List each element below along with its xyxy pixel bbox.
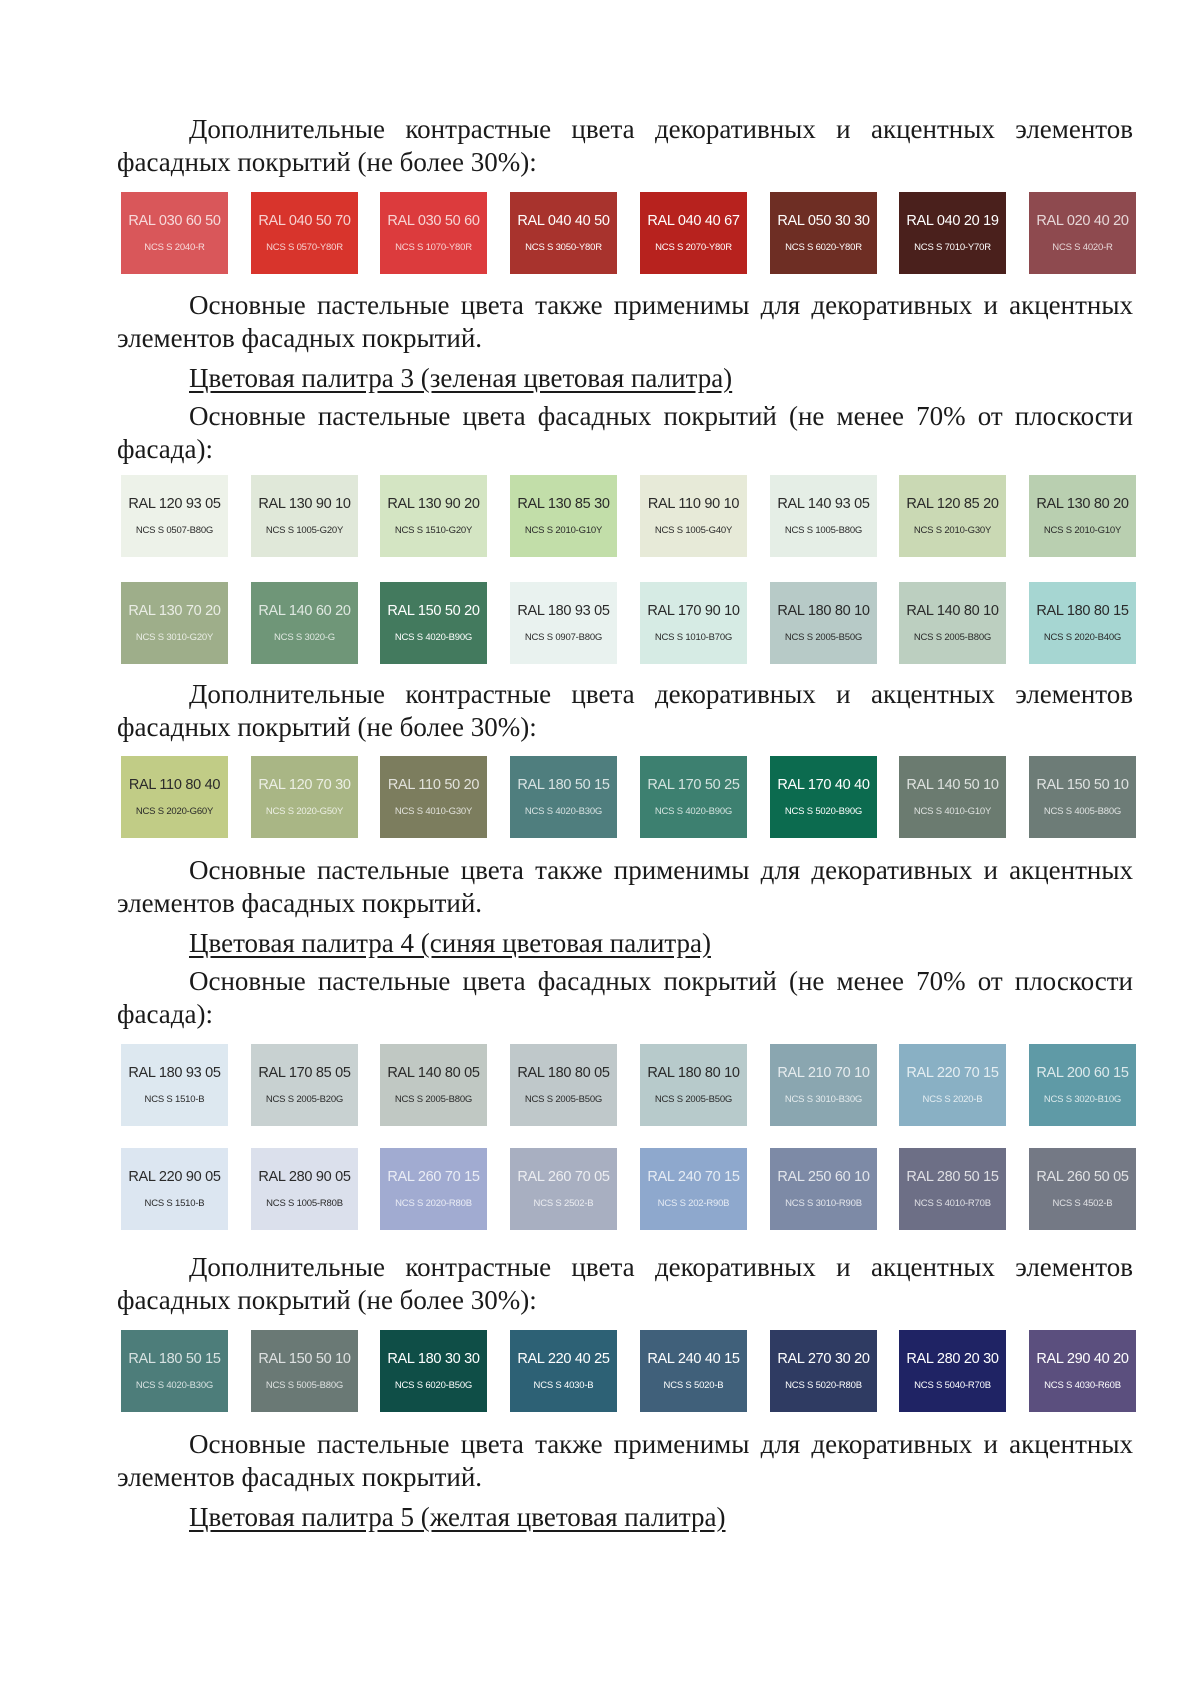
ral-code: RAL 180 93 05 bbox=[128, 1065, 221, 1081]
color-swatch bbox=[510, 1148, 617, 1230]
palette-heading: Цветовая палитра 3 (зеленая цветовая палитра) bbox=[189, 363, 733, 393]
ral-code: RAL 040 40 50 bbox=[517, 213, 610, 229]
ncs-code: NCS S 2502-B bbox=[533, 1198, 594, 1209]
ral-code: RAL 170 85 05 bbox=[258, 1065, 351, 1081]
swatch-row bbox=[121, 475, 1136, 557]
ral-code: RAL 120 70 30 bbox=[258, 777, 351, 793]
ncs-code: NCS S 3020-B10G bbox=[1043, 1094, 1122, 1105]
ral-code: RAL 280 50 15 bbox=[906, 1169, 999, 1185]
ral-code: RAL 170 50 25 bbox=[647, 777, 740, 793]
ral-code: RAL 260 70 05 bbox=[517, 1169, 610, 1185]
ncs-code: NCS S 2005-B80G bbox=[913, 632, 992, 643]
ncs-code: NCS S 1005-R80B bbox=[266, 1198, 343, 1209]
color-swatch bbox=[380, 582, 487, 664]
color-swatch bbox=[251, 192, 358, 274]
ral-code: RAL 140 60 20 bbox=[258, 603, 351, 619]
color-swatch bbox=[380, 475, 487, 557]
color-swatch bbox=[1029, 1044, 1136, 1126]
color-swatch bbox=[121, 756, 228, 838]
ncs-code: NCS S 1510-B bbox=[144, 1198, 205, 1209]
color-swatch bbox=[1029, 475, 1136, 557]
ncs-code: NCS S 0570-Y80R bbox=[266, 242, 343, 253]
color-swatch bbox=[510, 1044, 617, 1126]
color-swatch bbox=[121, 1148, 228, 1230]
ral-code: RAL 150 50 20 bbox=[387, 603, 480, 619]
color-swatch bbox=[770, 1330, 877, 1412]
color-swatch bbox=[380, 1330, 487, 1412]
ral-code: RAL 220 40 25 bbox=[517, 1351, 610, 1367]
ncs-code: NCS S 4010-G10Y bbox=[913, 806, 992, 817]
color-swatch bbox=[770, 1044, 877, 1126]
ral-code: RAL 040 40 67 bbox=[647, 213, 740, 229]
paragraph bbox=[117, 400, 1133, 466]
ncs-code: NCS S 4020-B30G bbox=[135, 1380, 214, 1391]
ral-code: RAL 020 40 20 bbox=[1036, 213, 1129, 229]
paragraph-text: Дополнительные контрастные цвета декоративных и акцентных элементов фасадных покрытий (не более 30%): bbox=[117, 1252, 1133, 1315]
ncs-code: NCS S 6020-Y80R bbox=[785, 242, 862, 253]
paragraph bbox=[117, 965, 1133, 1031]
ral-code: RAL 140 80 05 bbox=[387, 1065, 480, 1081]
ral-code: RAL 180 50 15 bbox=[128, 1351, 221, 1367]
paragraph-text: Основные пастельные цвета также применимы для декоративных и акцентных элементов фасадных покрытий. bbox=[117, 855, 1133, 918]
ncs-code: NCS S 5040-R70B bbox=[914, 1380, 991, 1391]
ncs-code: NCS S 2010-G10Y bbox=[1043, 525, 1122, 536]
color-swatch bbox=[380, 192, 487, 274]
color-swatch bbox=[899, 582, 1006, 664]
ral-code: RAL 130 90 20 bbox=[387, 496, 480, 512]
ncs-code: NCS S 2005-B50G bbox=[654, 1094, 733, 1105]
ncs-code: NCS S 4020-B90G bbox=[654, 806, 733, 817]
ral-code: RAL 220 70 15 bbox=[906, 1065, 999, 1081]
color-swatch bbox=[770, 1148, 877, 1230]
ral-code: RAL 260 50 05 bbox=[1036, 1169, 1129, 1185]
color-swatch bbox=[380, 1044, 487, 1126]
color-swatch bbox=[1029, 1330, 1136, 1412]
color-swatch bbox=[640, 756, 747, 838]
ncs-code: NCS S 2005-B20G bbox=[265, 1094, 344, 1105]
ncs-code: NCS S 1005-G20Y bbox=[265, 525, 344, 536]
swatch-row bbox=[121, 192, 1136, 274]
color-swatch bbox=[510, 582, 617, 664]
swatch-row bbox=[121, 756, 1136, 838]
color-swatch bbox=[510, 756, 617, 838]
ncs-code: NCS S 1005-G40Y bbox=[654, 525, 733, 536]
ral-code: RAL 120 93 05 bbox=[128, 496, 221, 512]
color-swatch bbox=[899, 1148, 1006, 1230]
paragraph bbox=[117, 113, 1133, 179]
color-swatch bbox=[510, 1330, 617, 1412]
color-swatch bbox=[251, 1330, 358, 1412]
ncs-code: NCS S 2020-B40G bbox=[1043, 632, 1122, 643]
ral-code: RAL 030 50 60 bbox=[387, 213, 480, 229]
color-swatch bbox=[1029, 582, 1136, 664]
ncs-code: NCS S 202-R90B bbox=[657, 1198, 730, 1209]
paragraph-text: Основные пастельные цвета также применимы для декоративных и акцентных элементов фасадных покрытий. bbox=[117, 290, 1133, 353]
ncs-code: NCS S 1005-B80G bbox=[784, 525, 863, 536]
ncs-code: NCS S 5020-B90G bbox=[784, 806, 863, 817]
swatch-row bbox=[121, 1148, 1136, 1230]
ral-code: RAL 040 20 19 bbox=[906, 213, 999, 229]
ncs-code: NCS S 0907-B80G bbox=[524, 632, 603, 643]
ral-code: RAL 110 90 10 bbox=[647, 496, 740, 512]
ral-code: RAL 240 70 15 bbox=[647, 1169, 740, 1185]
color-swatch bbox=[770, 475, 877, 557]
ncs-code: NCS S 6020-B50G bbox=[394, 1380, 473, 1391]
color-swatch bbox=[380, 756, 487, 838]
ral-code: RAL 280 90 05 bbox=[258, 1169, 351, 1185]
ral-code: RAL 110 80 40 bbox=[128, 777, 221, 793]
ral-code: RAL 120 85 20 bbox=[906, 496, 999, 512]
ral-code: RAL 140 93 05 bbox=[777, 496, 870, 512]
ncs-code: NCS S 3010-G20Y bbox=[135, 632, 214, 643]
ral-code: RAL 180 93 05 bbox=[517, 603, 610, 619]
ral-code: RAL 180 80 10 bbox=[647, 1065, 740, 1081]
paragraph bbox=[117, 289, 1133, 355]
color-swatch bbox=[640, 582, 747, 664]
color-swatch bbox=[770, 192, 877, 274]
ncs-code: NCS S 3010-B30G bbox=[784, 1094, 863, 1105]
ncs-code: NCS S 2005-B50G bbox=[784, 632, 863, 643]
color-swatch bbox=[899, 1044, 1006, 1126]
color-swatch bbox=[510, 192, 617, 274]
color-swatch bbox=[899, 1330, 1006, 1412]
paragraph bbox=[117, 1428, 1133, 1494]
ncs-code: NCS S 2070-Y80R bbox=[655, 242, 732, 253]
ncs-code: NCS S 5020-R80B bbox=[785, 1380, 862, 1391]
ncs-code: NCS S 2005-B50G bbox=[524, 1094, 603, 1105]
ncs-code: NCS S 4020-B90G bbox=[394, 632, 473, 643]
ral-code: RAL 110 50 20 bbox=[387, 777, 480, 793]
paragraph bbox=[117, 1251, 1133, 1317]
color-swatch bbox=[251, 1044, 358, 1126]
color-swatch bbox=[640, 1330, 747, 1412]
ncs-code: NCS S 4020-B30G bbox=[524, 806, 603, 817]
ral-code: RAL 150 50 10 bbox=[258, 1351, 351, 1367]
ral-code: RAL 140 80 10 bbox=[906, 603, 999, 619]
color-swatch bbox=[121, 1330, 228, 1412]
ral-code: RAL 290 40 20 bbox=[1036, 1351, 1129, 1367]
ral-code: RAL 130 85 30 bbox=[517, 496, 610, 512]
color-swatch bbox=[1029, 1148, 1136, 1230]
ncs-code: NCS S 4020-R bbox=[1052, 242, 1113, 253]
ral-code: RAL 180 80 15 bbox=[1036, 603, 1129, 619]
ral-code: RAL 260 70 15 bbox=[387, 1169, 480, 1185]
color-swatch bbox=[640, 1044, 747, 1126]
ncs-code: NCS S 5020-B bbox=[663, 1380, 724, 1391]
color-swatch bbox=[899, 475, 1006, 557]
color-swatch bbox=[640, 1148, 747, 1230]
palette-heading: Цветовая палитра 5 (желтая цветовая палитра) bbox=[189, 1502, 726, 1532]
color-swatch bbox=[510, 475, 617, 557]
ral-code: RAL 170 90 10 bbox=[647, 603, 740, 619]
ral-code: RAL 030 60 50 bbox=[128, 213, 221, 229]
paragraph-text: Основные пастельные цвета фасадных покрытий (не менее 70% от плоскости фасада): bbox=[117, 966, 1133, 1029]
ncs-code: NCS S 1010-B70G bbox=[654, 632, 733, 643]
ral-code: RAL 040 50 70 bbox=[258, 213, 351, 229]
ncs-code: NCS S 3010-R90B bbox=[785, 1198, 862, 1209]
ncs-code: NCS S 2020-G60Y bbox=[135, 806, 214, 817]
ncs-code: NCS S 4005-B80G bbox=[1043, 806, 1122, 817]
ral-code: RAL 250 60 10 bbox=[777, 1169, 870, 1185]
paragraph-text: Дополнительные контрастные цвета декоративных и акцентных элементов фасадных покрытий (не более 30%): bbox=[117, 679, 1133, 742]
ncs-code: NCS S 7010-Y70R bbox=[914, 242, 991, 253]
color-swatch bbox=[251, 1148, 358, 1230]
ral-code: RAL 220 90 05 bbox=[128, 1169, 221, 1185]
ral-code: RAL 210 70 10 bbox=[777, 1065, 870, 1081]
ncs-code: NCS S 2010-G30Y bbox=[913, 525, 992, 536]
color-swatch bbox=[251, 582, 358, 664]
color-swatch bbox=[770, 582, 877, 664]
ncs-code: NCS S 1510-G20Y bbox=[394, 525, 473, 536]
ncs-code: NCS S 2040-R bbox=[144, 242, 205, 253]
color-swatch bbox=[640, 475, 747, 557]
ncs-code: NCS S 4030-B bbox=[533, 1380, 594, 1391]
ncs-code: NCS S 2020-G50Y bbox=[265, 806, 344, 817]
ral-code: RAL 180 30 30 bbox=[387, 1351, 480, 1367]
color-swatch bbox=[121, 1044, 228, 1126]
ral-code: RAL 150 50 10 bbox=[1036, 777, 1129, 793]
color-swatch bbox=[640, 192, 747, 274]
color-swatch bbox=[770, 756, 877, 838]
ncs-code: NCS S 4502-B bbox=[1052, 1198, 1113, 1209]
ral-code: RAL 180 80 05 bbox=[517, 1065, 610, 1081]
color-swatch bbox=[1029, 756, 1136, 838]
color-swatch bbox=[251, 756, 358, 838]
ral-code: RAL 130 90 10 bbox=[258, 496, 351, 512]
ncs-code: NCS S 2005-B80G bbox=[394, 1094, 473, 1105]
paragraph bbox=[117, 854, 1133, 920]
ncs-code: NCS S 3020-G bbox=[274, 632, 335, 643]
ncs-code: NCS S 4010-R70B bbox=[914, 1198, 991, 1209]
ncs-code: NCS S 3050-Y80R bbox=[525, 242, 602, 253]
ral-code: RAL 270 30 20 bbox=[777, 1351, 870, 1367]
ral-code: RAL 130 70 20 bbox=[128, 603, 221, 619]
ral-code: RAL 170 40 40 bbox=[777, 777, 870, 793]
ral-code: RAL 050 30 30 bbox=[777, 213, 870, 229]
paragraph-text: Основные пастельные цвета фасадных покрытий (не менее 70% от плоскости фасада): bbox=[117, 401, 1133, 464]
swatch-row bbox=[121, 1044, 1136, 1126]
palette-heading: Цветовая палитра 4 (синяя цветовая палитра) bbox=[189, 928, 711, 958]
ncs-code: NCS S 1510-B bbox=[144, 1094, 205, 1105]
color-swatch bbox=[899, 192, 1006, 274]
paragraph-text: Дополнительные контрастные цвета декоративных и акцентных элементов фасадных покрытий (не более 30%): bbox=[117, 114, 1133, 177]
ncs-code: NCS S 2020-B bbox=[922, 1094, 983, 1105]
swatch-row bbox=[121, 1330, 1136, 1412]
ncs-code: NCS S 4030-R60B bbox=[1044, 1380, 1121, 1391]
paragraph bbox=[117, 678, 1133, 744]
ral-code: RAL 240 40 15 bbox=[647, 1351, 740, 1367]
color-swatch bbox=[251, 475, 358, 557]
ncs-code: NCS S 0507-B80G bbox=[135, 525, 214, 536]
ncs-code: NCS S 2020-R80B bbox=[395, 1198, 472, 1209]
ral-code: RAL 180 50 15 bbox=[517, 777, 610, 793]
color-swatch bbox=[380, 1148, 487, 1230]
paragraph-text: Основные пастельные цвета также применимы для декоративных и акцентных элементов фасадных покрытий. bbox=[117, 1429, 1133, 1492]
color-swatch bbox=[121, 192, 228, 274]
color-swatch bbox=[121, 582, 228, 664]
ral-code: RAL 180 80 10 bbox=[777, 603, 870, 619]
ncs-code: NCS S 2010-G10Y bbox=[524, 525, 603, 536]
ral-code: RAL 130 80 20 bbox=[1036, 496, 1129, 512]
ral-code: RAL 200 60 15 bbox=[1036, 1065, 1129, 1081]
ral-code: RAL 140 50 10 bbox=[906, 777, 999, 793]
color-swatch bbox=[121, 475, 228, 557]
ral-code: RAL 280 20 30 bbox=[906, 1351, 999, 1367]
color-swatch bbox=[1029, 192, 1136, 274]
swatch-row bbox=[121, 582, 1136, 664]
ncs-code: NCS S 1070-Y80R bbox=[395, 242, 472, 253]
ncs-code: NCS S 4010-G30Y bbox=[394, 806, 473, 817]
color-swatch bbox=[899, 756, 1006, 838]
ncs-code: NCS S 5005-B80G bbox=[265, 1380, 344, 1391]
